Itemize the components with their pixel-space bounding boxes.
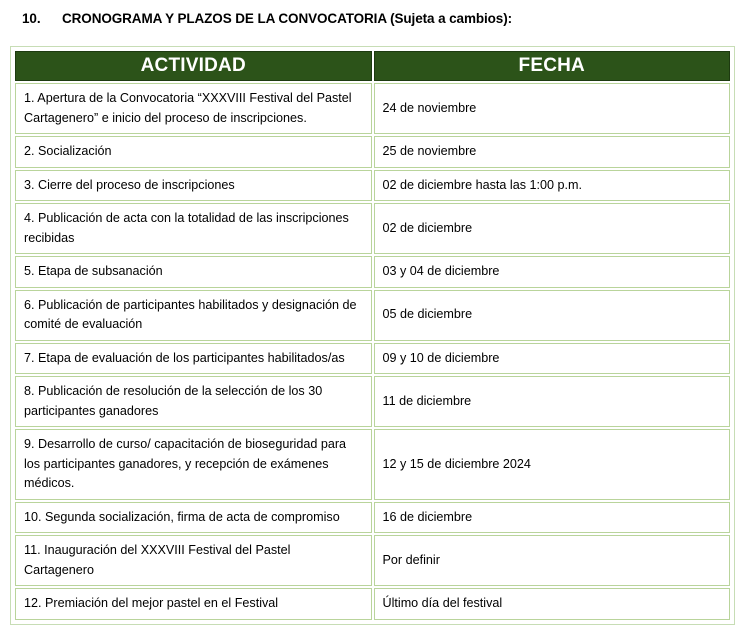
date-text: Último día del festival xyxy=(382,596,503,611)
activity-text: 9. Desarrollo de curso/ capacitación de bioseguridad para los participantes ganadores, y recepción de exámenes médicos. xyxy=(24,437,350,491)
activity-text: 12. Premiación del mejor pastel en el Festival xyxy=(24,596,279,611)
column-header-fecha: FECHA xyxy=(374,51,731,81)
activity-text: 3. Cierre del proceso de inscripciones xyxy=(24,177,235,192)
cell-date xyxy=(374,502,731,534)
section-title-text: CRONOGRAMA Y PLAZOS DE LA CONVOCATORIA (Sujeta a cambios): xyxy=(62,11,512,26)
activity-text: 2. Socialización xyxy=(24,144,112,159)
schedule-table xyxy=(13,49,732,622)
date-text: Por definir xyxy=(382,553,440,567)
cell-date xyxy=(374,203,731,254)
activity-text: 1. Apertura de la Convocatoria “XXXVIII Festival del Pastel Cartagenero” e inicio del proceso de inscripciones. xyxy=(24,91,356,125)
date-text: 03 y 04 de diciembre xyxy=(382,264,500,279)
activity-text: 11. Inauguración del XXXVIII Festival del Pastel Cartagenero xyxy=(24,543,294,577)
cell-activity xyxy=(15,256,372,288)
table-row xyxy=(15,203,730,254)
date-text: 02 de diciembre xyxy=(382,220,473,235)
table-row xyxy=(15,256,730,288)
cell-date xyxy=(374,588,731,620)
cell-date xyxy=(374,535,731,586)
cell-date xyxy=(374,256,731,288)
table-row xyxy=(15,376,730,427)
cell-activity xyxy=(15,83,372,134)
cell-date xyxy=(374,83,731,134)
date-text: 11 de diciembre xyxy=(382,393,472,408)
cell-activity xyxy=(15,343,372,375)
activity-text: 6. Publicación de participantes habilitados y designación de comité de evaluación xyxy=(24,297,361,332)
table-row xyxy=(15,136,730,168)
date-text: 16 de diciembre xyxy=(382,509,473,524)
activity-text: 7. Etapa de evaluación de los participantes habilitados/as xyxy=(24,350,345,365)
cell-date xyxy=(374,136,731,168)
page-title xyxy=(0,0,745,26)
cell-activity xyxy=(15,290,372,341)
table-row xyxy=(15,588,730,620)
cell-activity xyxy=(15,588,372,620)
cell-date xyxy=(374,429,731,500)
cell-date xyxy=(374,290,731,341)
table-row xyxy=(15,429,730,500)
table-row xyxy=(15,83,730,134)
table-row xyxy=(15,170,730,202)
date-text: 09 y 10 de diciembre xyxy=(382,350,500,365)
cell-date xyxy=(374,343,731,375)
cell-activity xyxy=(15,535,372,586)
activity-text: 5. Etapa de subsanación xyxy=(24,264,163,279)
activity-text: 8. Publicación de resolución de la selección de los 30 participantes ganadores xyxy=(24,384,326,418)
cell-activity xyxy=(15,502,372,534)
table-row xyxy=(15,343,730,375)
cell-activity xyxy=(15,429,372,500)
cell-activity xyxy=(15,376,372,427)
date-text: 25 de noviembre xyxy=(382,144,477,159)
table-row xyxy=(15,290,730,341)
schedule-table-frame xyxy=(10,46,735,625)
section-number: 10. xyxy=(22,11,41,26)
date-text: 12 y 15 de diciembre 2024 xyxy=(382,456,531,471)
cell-date xyxy=(374,170,731,202)
cell-activity xyxy=(15,136,372,168)
table-row xyxy=(15,502,730,534)
table-header-row xyxy=(15,51,730,81)
table-row xyxy=(15,535,730,586)
column-header-actividad: ACTIVIDAD xyxy=(15,51,372,81)
table-header xyxy=(15,51,730,81)
date-text: 02 de diciembre hasta las 1:00 p.m. xyxy=(382,177,583,192)
cell-activity xyxy=(15,203,372,254)
date-text: 24 de noviembre xyxy=(382,100,477,115)
activity-text: 4. Publicación de acta con la totalidad de las inscripciones recibidas xyxy=(24,211,353,245)
activity-text: 10. Segunda socialización, firma de acta de compromiso xyxy=(24,509,340,524)
cell-date xyxy=(374,376,731,427)
date-text: 05 de diciembre xyxy=(382,307,473,322)
table-body xyxy=(15,83,730,620)
cell-activity xyxy=(15,170,372,202)
